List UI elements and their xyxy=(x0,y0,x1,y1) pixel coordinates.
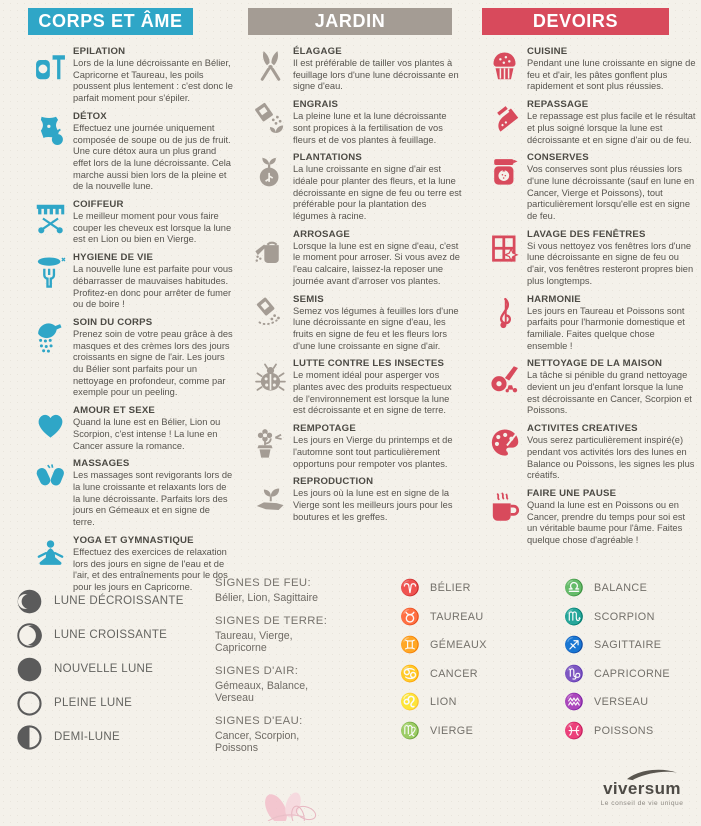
legend-item-full-moon xyxy=(16,690,198,717)
scorpio-icon: ♏ xyxy=(564,608,584,626)
sagittarius-icon: ♐ xyxy=(564,637,584,654)
entry-coiffeur xyxy=(28,199,234,246)
steaming-mug-icon xyxy=(482,488,527,547)
entry-text: Les jours en Taureau et Poissons sont parfaits pour l'harmonie domestique et familiale. Faites quelque chose ensemble ! xyxy=(527,305,685,351)
entry-detox xyxy=(28,111,234,193)
moon-phase-label: NOUVELLE LUNE xyxy=(54,662,154,675)
element-signs: Taureau, Vierge, Capricorne xyxy=(215,629,293,654)
capricorn-icon: ♑ xyxy=(564,665,584,683)
legend-item-new-moon xyxy=(16,656,198,683)
entry-title: PLANTATIONS xyxy=(293,152,362,164)
zodiac-item-sagittaire xyxy=(563,635,701,655)
paint-palette-icon xyxy=(482,423,527,482)
entry-title: ÉLAGAGE xyxy=(293,46,342,57)
logo-tagline: Le conseil de vie unique xyxy=(600,800,684,807)
detox-belly-icon xyxy=(28,111,73,193)
comb-scissors-icon xyxy=(28,199,73,246)
zodiac-label: LION xyxy=(430,696,457,708)
zodiac-label: GÉMEAUX xyxy=(430,639,487,651)
zodiac-item-vierge xyxy=(399,721,551,741)
entry-title: LAVAGE DES FENÊTRES xyxy=(527,228,646,240)
entry-rempotage xyxy=(248,423,462,470)
entry-text: La pleine lune et la lune décroissante sont propices à la fertilisation de vos fleurs et de vos plantes à feuillage. xyxy=(293,111,447,145)
pisces-icon: ♓ xyxy=(564,722,584,740)
entry-engrais xyxy=(248,99,462,146)
entry-arrosage xyxy=(248,229,462,288)
entry-text: Les jours où la lune est en signe de la Vierge sont les meilleurs jours pour les boutures et les greffes. xyxy=(293,488,453,522)
zodiac-item-lion xyxy=(399,692,551,712)
zodiac-label: BÉLIER xyxy=(430,582,471,594)
element-group-terre xyxy=(215,615,365,655)
entry-title: YOGA ET GYMNASTIQUE xyxy=(73,534,194,546)
entry-title: CONSERVES xyxy=(527,152,589,164)
entry-text: Vos conserves sont plus réussies lors d'une lune décroissante (sauf en lune en Cancer, Vierge et Poissons), tout particulièrement lorsqu'elle est en signe de feu. xyxy=(527,164,695,222)
iron-icon xyxy=(482,99,527,146)
entry-title: SEMIS xyxy=(293,293,324,305)
entry-epilation xyxy=(28,46,234,105)
element-heading: SIGNES DE FEU: xyxy=(215,577,311,589)
logo-text: viversum xyxy=(603,779,681,798)
column-corps-et-ame xyxy=(28,8,234,600)
ladybug-icon xyxy=(248,358,293,417)
entry-title: EPILATION xyxy=(73,46,126,57)
entry-text: Quand la lune est en Bélier, Lion ou Scorpion, c'est intense ! La lune en Cancer assure la romance. xyxy=(73,417,221,451)
entry-pause xyxy=(482,488,696,547)
zodiac-label: BALANCE xyxy=(594,582,648,594)
entry-plantations xyxy=(248,152,462,223)
legend-item-waning-moon xyxy=(16,588,198,615)
moon-phase-label: PLEINE LUNE xyxy=(54,696,133,709)
entry-text: La lune croissante en signe d'air est idéale pour planter des fleurs, et la lune décroissante en signe de feu ou terre est préférable pour la plantation des légumes à racine. xyxy=(293,164,462,222)
element-group-air xyxy=(215,665,365,705)
flower-decoration xyxy=(238,779,353,826)
entry-harmonie xyxy=(482,294,696,353)
zodiac-label: CANCER xyxy=(430,667,478,680)
waning-moon-icon xyxy=(16,588,43,615)
vacuum-cleaner-icon xyxy=(482,358,527,417)
entry-title: MASSAGES xyxy=(73,458,130,470)
zodiac-label: VERSEAU xyxy=(594,696,649,708)
zodiac-item-verseau xyxy=(563,692,701,712)
column-header-jardin: JARDIN xyxy=(248,8,452,35)
new-moon-icon xyxy=(16,656,43,683)
entry-title: NETTOYAGE DE LA MAISON xyxy=(527,358,663,370)
zodiac-legend-col1 xyxy=(399,578,551,749)
element-group-feu xyxy=(215,577,365,605)
aries-icon: ♈ xyxy=(400,580,420,597)
entry-text: Effectuez des exercices de relaxation lors des jours en signe de l'eau et de l'air, et des entraînements pour le dos pour les jours en Capricorne. xyxy=(73,546,228,592)
entry-conserves xyxy=(482,152,696,223)
entry-title: LUTTE CONTRE LES INSECTES xyxy=(293,358,445,370)
leo-icon: ♌ xyxy=(400,694,420,711)
column-header-corps: CORPS ET ÂME xyxy=(28,8,193,35)
zodiac-item-poissons xyxy=(563,721,701,741)
cancer-icon: ♋ xyxy=(400,665,420,683)
moon-phase-legend xyxy=(16,588,198,758)
entry-text: Effectuez une journée uniquement composée de soupe ou de jus de fruit. Une cure détox aura un plus grand effet lors de la lune décroissante. Cela marche aussi bien lors de la pleine et de la nouvelle lune. xyxy=(73,122,231,192)
entry-insectes xyxy=(248,358,462,417)
full-moon-icon xyxy=(16,690,43,717)
column-jardin xyxy=(248,8,462,529)
entry-nettoyage xyxy=(482,358,696,417)
entry-creatives xyxy=(482,423,696,482)
entry-soin-du-corps xyxy=(28,317,234,399)
zodiac-item-gemeaux xyxy=(399,635,551,655)
zodiac-label: SCORPION xyxy=(594,610,655,623)
zodiac-item-capricorne xyxy=(563,664,701,684)
zodiac-item-balance xyxy=(563,578,701,598)
virgo-icon: ♍ xyxy=(400,722,420,740)
entry-text: Si vous nettoyez vos fenêtres lors d'une lune décroissante en signe de feu ou d'air, vos fenêtres resteront propres bien plus longtemps. xyxy=(527,240,694,286)
element-signs: Cancer, Scorpion, Poissons xyxy=(215,729,300,754)
moon-phase-label: DEMI-LUNE xyxy=(54,730,120,743)
pruning-shears-icon xyxy=(248,46,293,93)
viversum-logo xyxy=(590,768,694,807)
zodiac-label: CAPRICORNE xyxy=(594,667,670,680)
half-moon-icon xyxy=(16,724,43,751)
zodiac-legend-col2 xyxy=(563,578,701,749)
yoga-person-icon xyxy=(28,535,73,594)
element-signs: Bélier, Lion, Sagittaire xyxy=(215,592,319,604)
entry-amour xyxy=(28,405,234,452)
entry-title: AMOUR ET SEXE xyxy=(73,405,156,417)
element-group-eau xyxy=(215,715,365,755)
potted-flower-icon xyxy=(248,423,293,470)
element-heading: SIGNES D'AIR: xyxy=(215,664,299,677)
entry-title: DÉTOX xyxy=(73,110,107,122)
shower-icon xyxy=(28,317,73,399)
zodiac-label: POISSONS xyxy=(594,724,654,737)
window-sparkle-icon xyxy=(482,229,527,288)
watering-can-icon xyxy=(248,229,293,288)
muffin-icon xyxy=(482,46,527,93)
waxing-moon-icon xyxy=(16,622,43,649)
entry-elagage xyxy=(248,46,462,93)
entry-title: COIFFEUR xyxy=(73,199,124,211)
entry-text: Pendant une lune croissante en signe de feu et d'air, les pâtes gonflent plus rapidement et sont plus réussies. xyxy=(527,58,696,92)
element-heading: SIGNES D'EAU: xyxy=(215,714,303,727)
entry-text: Les massages sont revigorants lors de la lune croissante et relaxants lors de la lune décroissante. Parfaits lors des jours en Gémeaux et en signe de terre. xyxy=(73,470,233,528)
entry-text: Les jours en Vierge du printemps et de l'automne sont tout particulièrement opportuns pour rempoter vos plantes. xyxy=(293,435,453,469)
sprouting-bulb-icon xyxy=(248,152,293,223)
legend-item-half-moon xyxy=(16,724,198,751)
moon-phase-label: LUNE DÉCROISSANTE xyxy=(54,594,184,607)
element-signs: Gémeaux, Balance, Verseau xyxy=(215,679,309,704)
legend-item-waxing-moon xyxy=(16,622,198,649)
entry-title: REMPOTAGE xyxy=(293,423,356,435)
entry-cuisine xyxy=(482,46,696,93)
zodiac-item-scorpion xyxy=(563,607,701,627)
entry-title: REPRODUCTION xyxy=(293,476,374,488)
zodiac-label: VIERGE xyxy=(430,724,474,737)
zodiac-item-taureau xyxy=(399,607,551,627)
entry-reproduction xyxy=(248,476,462,523)
entry-title: ACTIVITES CREATIVES xyxy=(527,423,638,435)
entry-text: Le meilleur moment pour vous faire couper les cheveux est lorsque la lune est en Lion ou bien en Vierge. xyxy=(73,211,232,245)
element-signs-legend xyxy=(215,577,365,765)
column-devoirs xyxy=(482,8,696,553)
razor-icon xyxy=(28,46,73,105)
entry-title: CUISINE xyxy=(527,46,568,57)
entry-title: FAIRE UNE PAUSE xyxy=(527,487,617,499)
entry-text: Lorsque la lune est en signe d'eau, c'est le moment pour arroser. Si vous avez de l'eau calcaire, laissez-la reposer une journée avant d'arroser vos plantes. xyxy=(293,240,460,286)
taurus-icon: ♉ xyxy=(400,608,420,626)
entry-text: La tâche si pénible du grand nettoyage devient un jeu d'enfant lorsque la lune est décroissante en Cancer, Scorpion et Poissons. xyxy=(527,370,692,416)
entry-text: La nouvelle lune est parfaite pour vous débarrasser de mauvaises habitudes. Profitez-en donc pour arrêter de fumer ou de boire ! xyxy=(73,264,233,310)
entry-title: ARROSAGE xyxy=(293,228,351,240)
entry-massages xyxy=(28,458,234,529)
zodiac-item-cancer xyxy=(399,664,551,684)
treble-clef-icon xyxy=(482,294,527,353)
entry-text: Quand la lune est en Poissons ou en Cancer, prendre du temps pour soi est un véritable baume pour l'âme. Faites quelque chose d'agréable ! xyxy=(527,499,686,546)
hand-sprout-icon xyxy=(248,476,293,523)
zodiac-label: SAGITTAIRE xyxy=(594,639,662,651)
fertilizer-icon xyxy=(248,99,293,146)
entry-text: Le repassage est plus facile et le résultat et plus soigné lorsque la lune est décroissante et en signe d'air ou de feu. xyxy=(527,111,696,145)
heart-icon xyxy=(28,405,73,452)
entry-yoga xyxy=(28,535,234,594)
entry-text: Vous serez particulièrement inspiré(e) pendant vos activités lors des lunes en Balance ou Poissons, les signes les plus créatifs. xyxy=(527,435,695,481)
entry-hygiene xyxy=(28,252,234,311)
gemini-icon: ♊ xyxy=(400,637,420,654)
entry-title: REPASSAGE xyxy=(527,99,589,111)
entry-text: Il est préférable de tailler vos plantes à feuillage lors d'une lune décroissante en signe d'eau. xyxy=(293,58,459,92)
entry-title: HYGIENE DE VIE xyxy=(73,252,154,264)
aquarius-icon: ♒ xyxy=(564,694,584,711)
entry-text: Le moment idéal pour asperger vos plantes avec des produits respectueux de l'environnement est lorsque la lune est décroissante et en signe de terre. xyxy=(293,370,452,416)
jam-jar-icon xyxy=(482,152,527,223)
zodiac-item-belier xyxy=(399,578,551,598)
libra-icon: ♎ xyxy=(564,580,584,597)
entry-title: ENGRAIS xyxy=(293,99,339,111)
element-heading: SIGNES DE TERRE: xyxy=(215,614,328,627)
fork-food-icon xyxy=(28,252,73,311)
entry-title: HARMONIE xyxy=(527,293,581,305)
seed-packet-icon xyxy=(248,294,293,353)
entry-title: SOIN DU CORPS xyxy=(73,316,153,328)
entry-semis xyxy=(248,294,462,353)
entry-text: Semez vos légumes à feuilles lors d'une lune décroissante en signe d'eau, les fruits en signe de feu et les fleurs lors d'une lune croissante en signe d'air. xyxy=(293,305,459,351)
entry-repassage xyxy=(482,99,696,146)
entry-text: Lors de la lune décroissante en Bélier, Capricorne et Taureau, les poils poussent plus lentement : c'est donc le parfait moment pour s'épiler. xyxy=(73,58,233,104)
entry-text: Prenez soin de votre peau grâce à des masques et des crèmes lors des jours croissants en signe de l'air. Les jours du Bélier sont parfaits pour un nettoyage en profondeur, comme par exemple pour un peeling. xyxy=(73,328,233,398)
entry-fenetres xyxy=(482,229,696,288)
massage-hands-icon xyxy=(28,458,73,529)
moon-phase-label: LUNE CROISSANTE xyxy=(54,628,168,641)
column-header-devoirs: DEVOIRS xyxy=(482,8,669,35)
zodiac-label: TAUREAU xyxy=(430,610,484,623)
